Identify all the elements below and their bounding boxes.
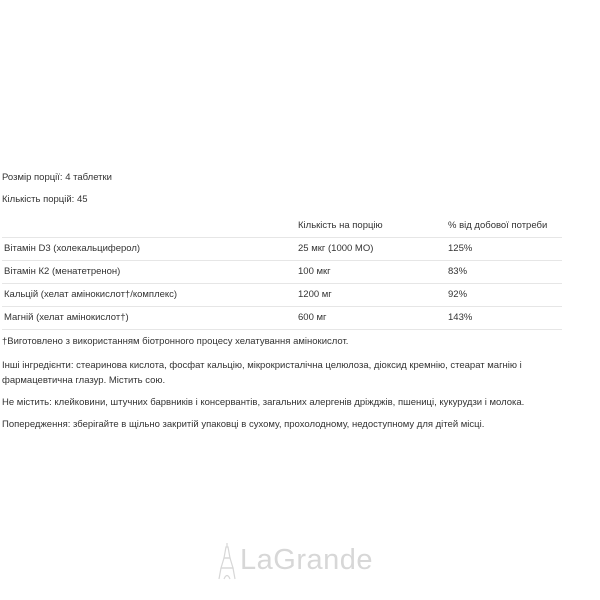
chelation-footnote: †Виготовлено з використанням біотронного процесу хелатування амінокислот.	[2, 336, 349, 347]
eiffel-tower-icon	[218, 542, 236, 580]
lagrande-watermark	[218, 542, 388, 582]
ingredient-amount: 25 мкг (1000 МО)	[298, 238, 448, 261]
header-ingredient	[2, 215, 298, 238]
ingredient-amount: 100 мкг	[298, 261, 448, 284]
ingredient-daily-value: 83%	[448, 261, 562, 284]
table-row	[2, 284, 562, 307]
ingredient-name: Магній (хелат амінокислот†)	[2, 307, 298, 330]
table-row	[2, 261, 562, 284]
ingredient-daily-value: 92%	[448, 284, 562, 307]
free-from-statement: Не містить: клейковини, штучних барвників і консервантів, загальних алергенів дріжджів, пшениці, кукурудзи і молока.	[2, 397, 525, 408]
table-row	[2, 307, 562, 330]
watermark-text: LaGrande	[240, 544, 373, 576]
servings-per-container: Кількість порцій: 45	[2, 194, 88, 205]
header-daily-value: % від добової потреби	[448, 220, 548, 231]
ingredient-name: Вітамін D3 (холекальциферол)	[2, 238, 298, 261]
ingredient-daily-value: 143%	[448, 307, 562, 330]
ingredient-amount: 600 мг	[298, 307, 448, 330]
serving-size: Розмір порції: 4 таблетки	[2, 172, 112, 183]
ingredient-amount: 1200 мг	[298, 284, 448, 307]
ingredient-daily-value: 125%	[448, 238, 562, 261]
ingredient-name: Кальцій (хелат амінокислот†/комплекс)	[2, 284, 298, 307]
other-ingredients: Інші інгредієнти: стеаринова кислота, фосфат кальцію, мікрокристалічна целюлоза, діоксид кремнію, стеарат магнію і фармацевтична глазур. Містить сою.	[2, 360, 522, 386]
header-amount-per-serving: Кількість на порцію	[298, 220, 383, 231]
supplement-facts-table	[2, 215, 562, 330]
table-header-row	[2, 215, 562, 238]
table-row	[2, 238, 562, 261]
warning-statement: Попередження: зберігайте в щільно закритій упаковці в сухому, прохолодному, недоступному для дітей місці.	[2, 419, 485, 430]
ingredient-name: Вітамін К2 (менатетренон)	[2, 261, 298, 284]
